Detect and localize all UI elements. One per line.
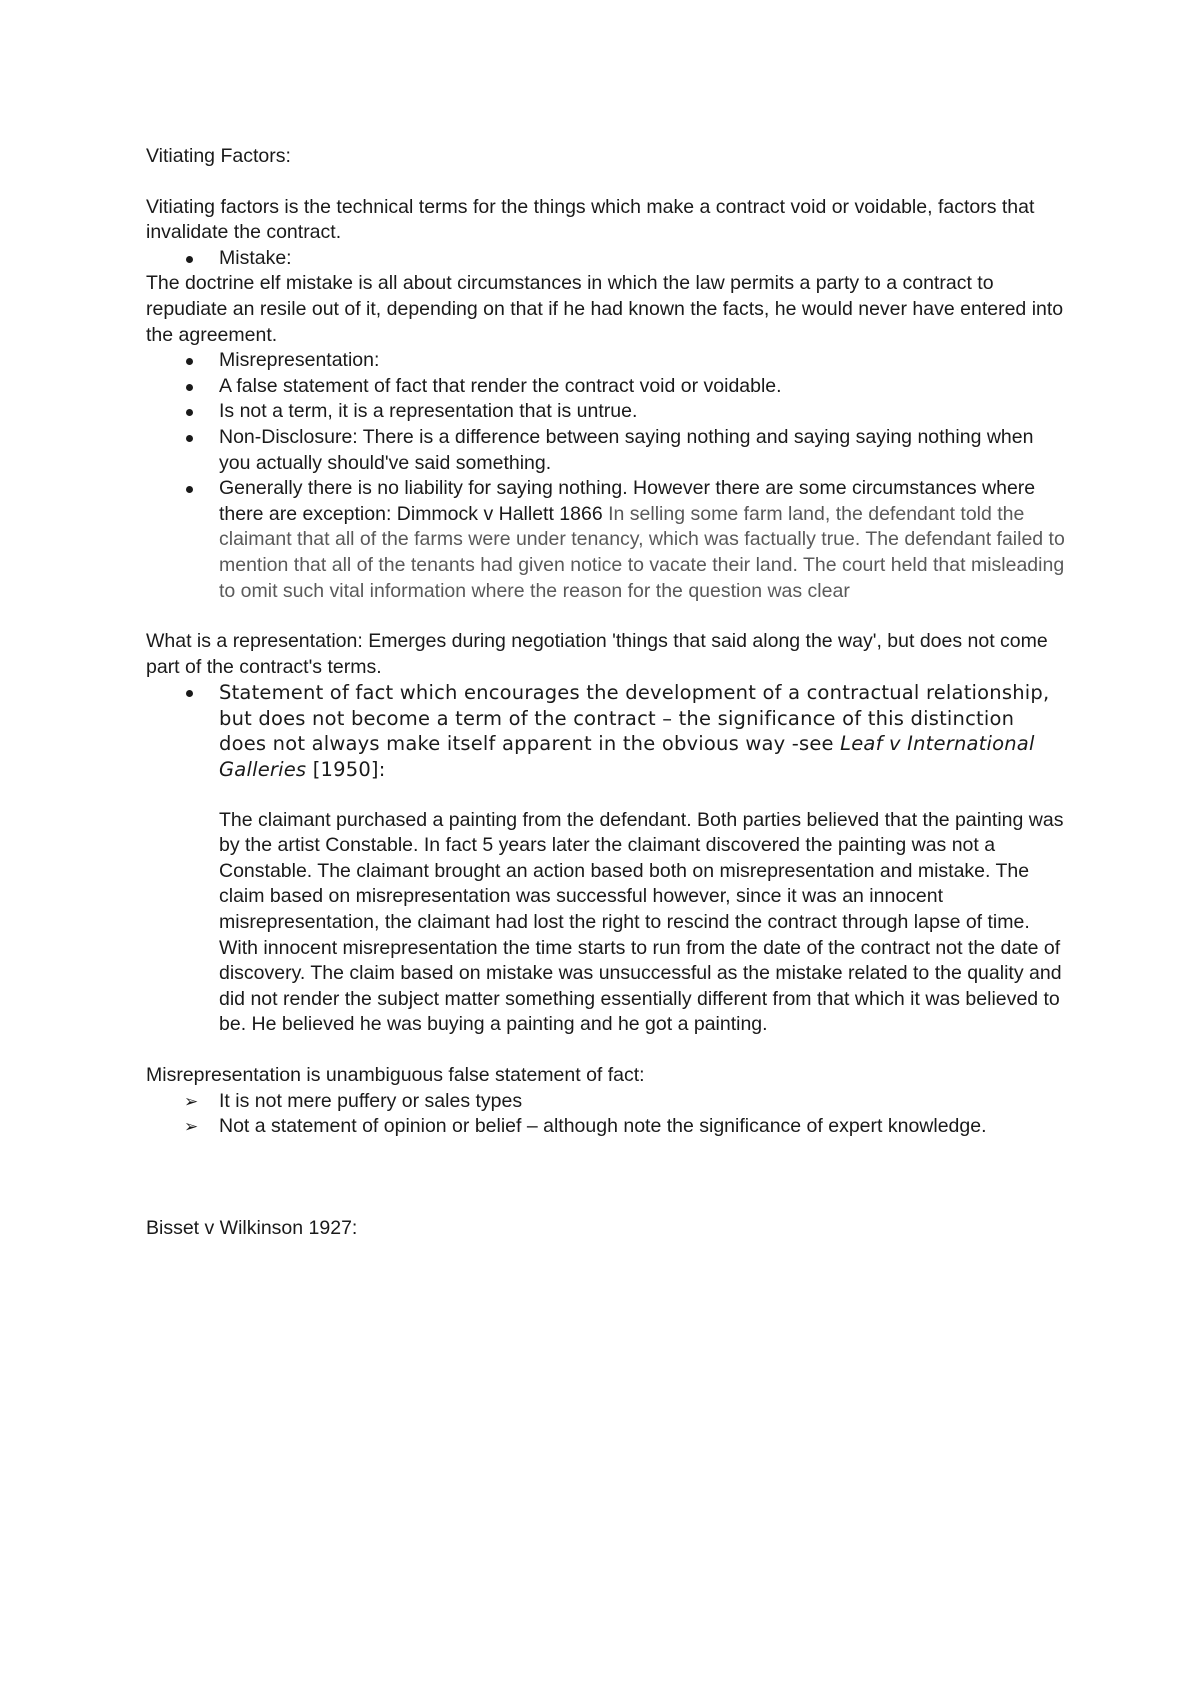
mistake-paragraph: The doctrine elf mistake is all about circumstances in which the law permits a party to a contract to repudiate an resile out of it, depending on that if he had known the facts, he would never have entered into the agreement. <box>146 272 1064 346</box>
list-item-misrepresentation <box>146 348 1066 374</box>
list-item-text: Is not a term, it is a representation that is untrue. <box>219 400 638 423</box>
non-disclosure-text: Non-Disclosure: There is a difference between saying nothing and saying saying nothing when you actually should've said something. <box>219 425 1034 474</box>
list-item <box>146 399 1066 425</box>
misrep-points-list <box>146 1089 1066 1140</box>
document-page <box>146 144 1066 1241</box>
arrow-bullet-icon: ➢ <box>184 1091 199 1111</box>
arrow-bullet-icon: ➢ <box>184 1117 199 1137</box>
list-item <box>146 374 1066 400</box>
section-heading-bisset: Bisset v Wilkinson 1927: <box>146 1216 358 1239</box>
misrepresentation-heading-list <box>146 348 1066 374</box>
non-disclosure-list <box>146 425 1066 604</box>
list-item <box>146 1114 1066 1140</box>
leaf-case-paragraph: The claimant purchased a painting from the defendant. Both parties believed that the painting was by the artist Constable. In fact 5 years later the claimant discovered the painting was not a Constable. The claimant brought an action based both on misrepresentation and mistake. The claim based on misrepresentation was successful however, since it was an innocent misrepresentation, the claimant had lost the right to rescind the contract through lapse of time. With innocent misrepresentation the time starts to run from the date of the contract not the date of discovery. The claim based on mistake was unsuccessful as the mistake related to the quality and did not render the subject matter something essentially different from that which it was believed to be. He believed he was buying a painting and he got a painting. <box>219 808 1064 1036</box>
mistake-label: Mistake: <box>219 246 292 269</box>
misrepresentation-label: Misrepresentation: <box>219 349 380 372</box>
statement-text: Statement of fact which encourages the development of a contractual relationship, but does not become a term of the contract – the significance of this distinction does not always make itself apparent in the obvious way -see <box>219 681 1050 756</box>
list-item-non-disclosure <box>146 425 1066 476</box>
representation-definition: What is a representation: Emerges during negotiation 'things that said along the way', but does not come part of the contract's terms. <box>146 630 1048 678</box>
case-name: Leaf v International Galleries <box>219 732 1035 782</box>
misrep-definition: Misrepresentation is unambiguous false statement of fact: <box>146 1064 645 1086</box>
list-item <box>146 1089 1066 1115</box>
case-year: [1950]: <box>306 758 386 782</box>
intro-paragraph: Vitiating factors is the technical terms for the things which make a contract void or voidable, factors that invalidate the contract. <box>146 195 1035 244</box>
list-item-liability <box>146 476 1066 604</box>
dimmock-case-text: In selling some farm land, the defendant told the claimant that all of the farms were under tenancy, which was factually true. The defendant failed to mention that all of the tenants had given notice to vacate their land. The court held that misleading to omit such vital information where the reason for the question was clear <box>219 502 1065 602</box>
list-item-text: It is not mere puffery or sales types <box>219 1089 523 1112</box>
mistake-list <box>146 246 1066 272</box>
list-item-text: Not a statement of opinion or belief – although note the significance of expert knowledge. <box>219 1115 987 1138</box>
representation-list <box>146 680 1066 782</box>
list-item-statement-of-fact <box>146 680 1066 782</box>
liability-text: Generally there is no liability for saying nothing. However there are some circumstances where there are exception: Dimmock v Hallett 1866 <box>219 477 1036 525</box>
list-item-text: A false statement of fact that render the contract void or voidable. <box>219 374 782 397</box>
page-title: Vitiating Factors: <box>146 145 291 167</box>
list-item-mistake <box>146 246 1066 272</box>
misrepresentation-points-list <box>146 374 1066 425</box>
